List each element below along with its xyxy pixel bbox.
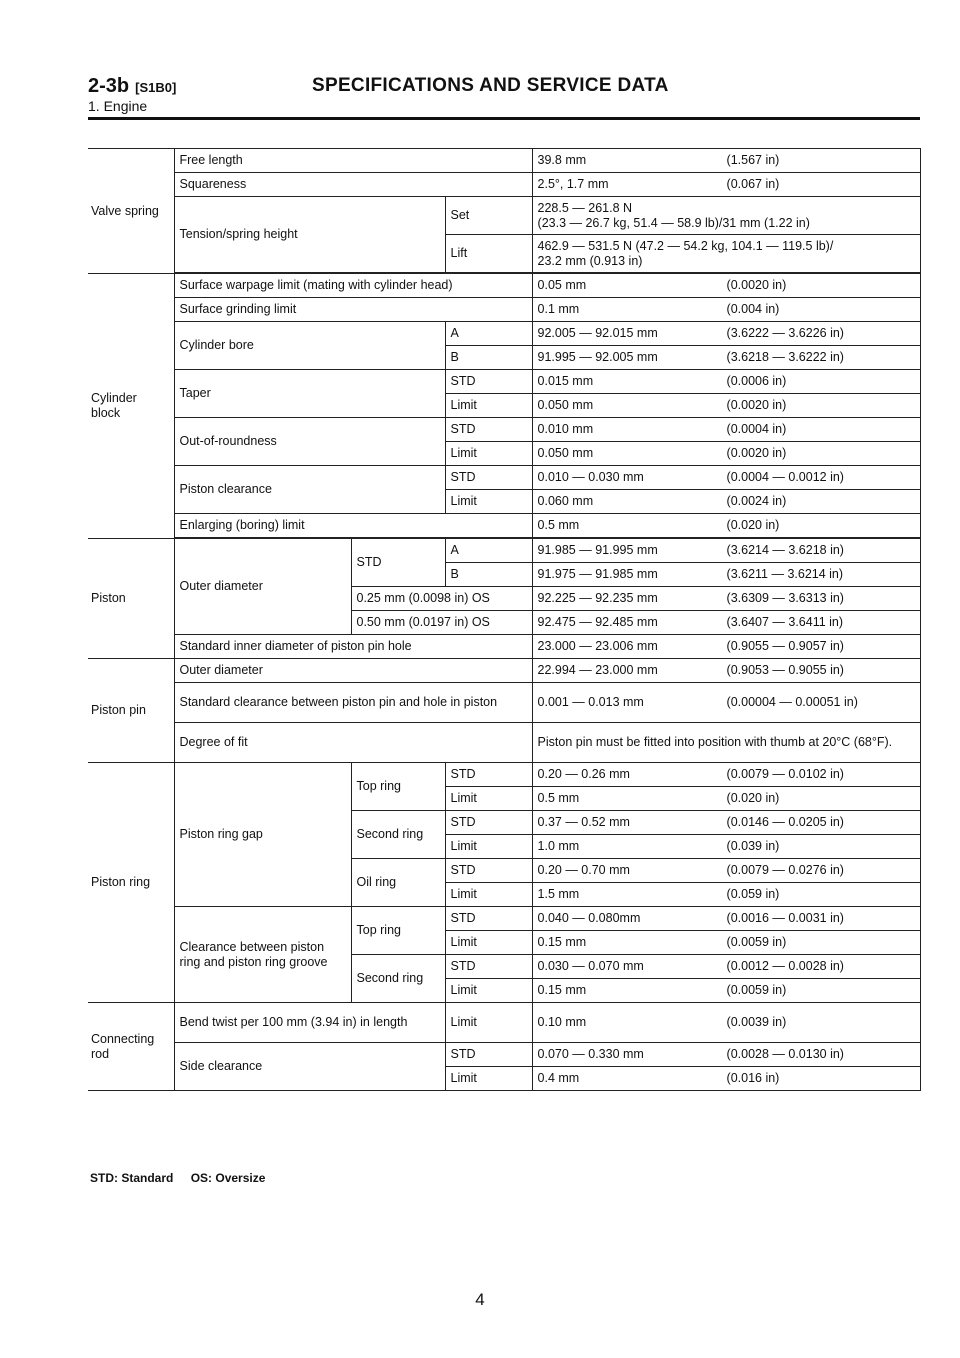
sub-label: STD [445, 859, 532, 883]
group-piston-ring: Piston ring [88, 763, 174, 1003]
sub-label: Limit [445, 883, 532, 907]
value-in: (0.004 in) [726, 302, 780, 316]
value-mm: 23.000 — 23.006 mm [537, 639, 658, 653]
value-line: 23.2 mm (0.913 in) [537, 253, 643, 268]
value-in: (0.9053 — 0.9055 in) [726, 663, 844, 677]
group-piston-pin: Piston pin [88, 659, 174, 763]
value-in: (0.0059 in) [726, 983, 787, 997]
row-label: Cylinder bore [174, 322, 445, 370]
sub-label: STD [351, 539, 445, 587]
row-label: Outer diameter [174, 659, 532, 683]
row-label: Clearance between piston ring and piston ring groove [174, 907, 351, 1003]
row-label: Taper [174, 370, 445, 418]
value-cell [532, 1003, 920, 1043]
value-in: (3.6211 — 3.6214 in) [726, 567, 844, 581]
sub-label: Limit [445, 1067, 532, 1091]
sub-label: B [445, 563, 532, 587]
row-label: Degree of fit [174, 723, 532, 763]
table-row [88, 1043, 920, 1067]
value-mm: 0.10 mm [537, 1015, 587, 1029]
value-cell [532, 587, 920, 611]
row-label: Tension/spring height [174, 197, 445, 273]
value-cell: Piston pin must be fitted into position with thumb at 20°C (68°F). [532, 723, 920, 763]
value-cell [532, 490, 920, 514]
value-in: (3.6218 — 3.6222 in) [726, 350, 844, 364]
value-in: (0.0004 — 0.0012 in) [726, 470, 844, 484]
table-row [88, 370, 920, 394]
sub-label: Second ring [351, 811, 445, 859]
value-cell [532, 418, 920, 442]
value-line: (23.3 — 26.7 kg, 51.4 — 58.9 lb)/31 mm (1.22 in) [537, 215, 810, 230]
sub-label: STD [445, 763, 532, 787]
page-number: 4 [475, 1290, 485, 1309]
value-cell [532, 298, 920, 322]
value-mm: 0.20 — 0.70 mm [537, 863, 630, 877]
value-mm: 0.20 — 0.26 mm [537, 767, 630, 781]
value-in: (0.0020 in) [726, 278, 787, 292]
row-label: Standard inner diameter of piston pin hole [174, 635, 532, 659]
row-label: Side clearance [174, 1043, 445, 1091]
value-in: (0.0020 in) [726, 398, 787, 412]
value-cell [532, 907, 920, 931]
table-row [88, 683, 920, 723]
value-cell [532, 811, 920, 835]
row-label: Squareness [174, 173, 532, 197]
value-in: (3.6407 — 3.6411 in) [726, 615, 844, 629]
table-row [88, 763, 920, 787]
value-in: (0.0024 in) [726, 494, 787, 508]
sub-label: STD [445, 955, 532, 979]
table-row [88, 149, 920, 173]
value-cell [532, 149, 920, 173]
sub-label: Top ring [351, 763, 445, 811]
sub-label: Limit [445, 442, 532, 466]
value-in: (0.0020 in) [726, 446, 787, 460]
value-in: (3.6309 — 3.6313 in) [726, 591, 844, 605]
value-mm: 92.475 — 92.485 mm [537, 615, 658, 629]
value-mm: 92.005 — 92.015 mm [537, 326, 658, 340]
sub-label: STD [445, 811, 532, 835]
value-in: (0.0079 — 0.0276 in) [726, 863, 844, 877]
value-cell [532, 1043, 920, 1067]
row-label: Surface warpage limit (mating with cylinder head) [174, 274, 532, 298]
value-mm: 91.975 — 91.985 mm [537, 567, 658, 581]
value-mm: 0.5 mm [537, 518, 580, 532]
row-label: Surface grinding limit [174, 298, 532, 322]
group-cylinder-block: Cylinder block [88, 274, 174, 539]
table-row [88, 197, 920, 235]
value-mm: 0.1 mm [537, 302, 580, 316]
value-mm: 0.060 mm [537, 494, 594, 508]
sub-label: Limit [445, 490, 532, 514]
value-cell [532, 611, 920, 635]
value-in: (0.0004 in) [726, 422, 787, 436]
value-cell [532, 955, 920, 979]
value-cell [532, 683, 920, 723]
value-in: (0.0006 in) [726, 374, 787, 388]
value-in: (3.6214 — 3.6218 in) [726, 543, 844, 557]
value-cell [532, 635, 920, 659]
sub-label: A [445, 539, 532, 563]
table-row [88, 539, 920, 563]
value-cell [532, 931, 920, 955]
table-row [88, 418, 920, 442]
value-in: (0.0016 — 0.0031 in) [726, 911, 844, 925]
row-label: Piston ring gap [174, 763, 351, 907]
value-cell [532, 514, 920, 538]
sub-label: Limit [445, 787, 532, 811]
sub-label: Top ring [351, 907, 445, 955]
value-mm: 0.15 mm [537, 983, 587, 997]
value-line: 228.5 — 261.8 N [537, 200, 633, 215]
value-mm: 1.5 mm [537, 887, 580, 901]
sub-label: Limit [445, 1003, 532, 1043]
group-connecting-rod: Connecting rod [88, 1003, 174, 1091]
value-mm: 91.995 — 92.005 mm [537, 350, 658, 364]
value-mm: 0.37 — 0.52 mm [537, 815, 630, 829]
table-row [88, 322, 920, 346]
value-cell [532, 235, 920, 273]
value-cell [532, 173, 920, 197]
sub-label: Limit [445, 394, 532, 418]
value-mm: 0.15 mm [537, 935, 587, 949]
value-in: (0.00004 — 0.00051 in) [726, 695, 858, 709]
value-in: (0.020 in) [726, 791, 780, 805]
value-mm: 0.4 mm [537, 1071, 580, 1085]
row-label: Piston clearance [174, 466, 445, 514]
row-label: Enlarging (boring) limit [174, 514, 532, 538]
table-row [88, 274, 920, 298]
sub-label: 0.50 mm (0.0197 in) OS [351, 611, 532, 635]
value-cell [532, 466, 920, 490]
table-row [88, 466, 920, 490]
table-row [88, 298, 920, 322]
value-in: (0.9055 — 0.9057 in) [726, 639, 844, 653]
sub-label: STD [445, 418, 532, 442]
header-rule [88, 117, 920, 120]
value-in: (0.0039 in) [726, 1015, 787, 1029]
value-in: (0.0059 in) [726, 935, 787, 949]
value-cell [532, 197, 920, 235]
value-mm: 1.0 mm [537, 839, 580, 853]
value-mm: 0.05 mm [537, 278, 587, 292]
value-cell [532, 370, 920, 394]
sub-label: STD [445, 1043, 532, 1067]
value-cell [532, 979, 920, 1003]
sub-label: 0.25 mm (0.0098 in) OS [351, 587, 532, 611]
sub-label: Oil ring [351, 859, 445, 907]
sub-label: STD [445, 907, 532, 931]
value-cell [532, 442, 920, 466]
sub-label: A [445, 322, 532, 346]
value-mm: 2.5°, 1.7 mm [537, 177, 609, 191]
value-in: (0.059 in) [726, 887, 780, 901]
table-row [88, 1003, 920, 1043]
value-in: (3.6222 — 3.6226 in) [726, 326, 844, 340]
section-tag: [S1B0] [135, 80, 177, 95]
value-in: (0.0028 — 0.0130 in) [726, 1047, 844, 1061]
value-cell [532, 346, 920, 370]
sub-label: Set [445, 197, 532, 235]
group-piston: Piston [88, 539, 174, 659]
sub-label: Limit [445, 931, 532, 955]
section-code [88, 75, 176, 98]
row-label: Free length [174, 149, 532, 173]
value-cell [532, 883, 920, 907]
value-cell [532, 859, 920, 883]
value-mm: 22.994 — 23.000 mm [537, 663, 658, 677]
value-cell [532, 763, 920, 787]
sub-label: Limit [445, 835, 532, 859]
value-mm: 0.070 — 0.330 mm [537, 1047, 644, 1061]
value-cell [532, 1067, 920, 1091]
value-cell [532, 322, 920, 346]
value-in: (0.039 in) [726, 839, 780, 853]
value-in: (0.0079 — 0.0102 in) [726, 767, 844, 781]
table-row [88, 659, 920, 683]
sub-label: STD [445, 466, 532, 490]
value-cell [532, 394, 920, 418]
value-mm: 0.050 mm [537, 446, 594, 460]
sub-label: Second ring [351, 955, 445, 1003]
table-footnote [90, 1171, 279, 1185]
sub-label: Lift [445, 235, 532, 273]
value-in: (0.0146 — 0.0205 in) [726, 815, 844, 829]
page-title: SPECIFICATIONS AND SERVICE DATA [312, 75, 669, 96]
value-in: (0.016 in) [726, 1071, 780, 1085]
row-label: Outer diameter [174, 539, 351, 635]
value-mm: 0.010 — 0.030 mm [537, 470, 644, 484]
value-in: (1.567 in) [726, 153, 780, 167]
group-valve-spring: Valve spring [88, 149, 174, 274]
value-cell [532, 659, 920, 683]
value-line: 462.9 — 531.5 N (47.2 — 54.2 kg, 104.1 — 119.5 lb)/ [537, 238, 834, 253]
value-mm: 0.5 mm [537, 791, 580, 805]
value-mm: 0.010 mm [537, 422, 594, 436]
table-row [88, 907, 920, 931]
value-mm: 92.225 — 92.235 mm [537, 591, 658, 605]
footnote-os: OS: Oversize [190, 1171, 266, 1185]
value-in: (0.020 in) [726, 518, 780, 532]
sub-label: Limit [445, 979, 532, 1003]
value-mm: 91.985 — 91.995 mm [537, 543, 658, 557]
spec-table [88, 148, 921, 1091]
value-in: (0.0012 — 0.0028 in) [726, 959, 844, 973]
table-row [88, 635, 920, 659]
section-subtitle: 1. Engine [88, 98, 148, 114]
value-cell [532, 274, 920, 298]
table-row [88, 514, 920, 538]
value-mm: 0.040 — 0.080mm [537, 911, 641, 925]
value-mm: 39.8 mm [537, 153, 587, 167]
row-label: Bend twist per 100 mm (3.94 in) in length [174, 1003, 445, 1043]
table-row [88, 723, 920, 763]
row-label: Out-of-roundness [174, 418, 445, 466]
value-mm: 0.015 mm [537, 374, 594, 388]
value-mm: 0.050 mm [537, 398, 594, 412]
value-in: (0.067 in) [726, 177, 780, 191]
table-row [88, 173, 920, 197]
sub-label: B [445, 346, 532, 370]
value-mm: 0.030 — 0.070 mm [537, 959, 644, 973]
sub-label: STD [445, 370, 532, 394]
value-cell [532, 539, 920, 563]
value-mm: 0.001 — 0.013 mm [537, 695, 644, 709]
value-cell [532, 835, 920, 859]
section-code-text: 2-3b [88, 75, 130, 97]
row-label: Standard clearance between piston pin and hole in piston [174, 683, 532, 723]
footnote-std: STD: Standard [90, 1171, 174, 1185]
value-cell [532, 787, 920, 811]
value-cell [532, 563, 920, 587]
